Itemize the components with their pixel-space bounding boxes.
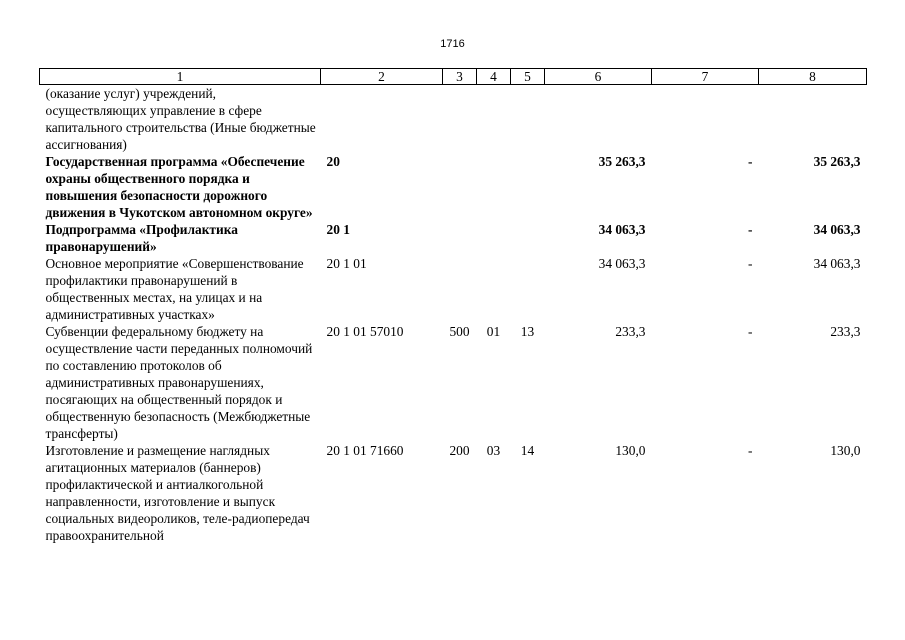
row-rz-cell [477,221,511,255]
table-row [40,255,867,323]
column-number-row [40,69,867,85]
row-total-cell: 233,3 [830,324,861,339]
row-rz-cell [477,153,511,221]
column-header: 4 [477,69,511,85]
row-vr-cell [443,221,477,255]
table-row [40,442,867,544]
row-change-cell: - [748,256,753,271]
row-change-cell: - [748,154,753,169]
column-header: 8 [759,69,867,85]
column-header: 1 [40,69,321,85]
column-header: 2 [321,69,443,85]
row-pr-cell: 13 [520,324,535,339]
row-rz-cell [477,85,511,154]
row-amount-cell: 34 063,3 [598,222,646,237]
row-pr-cell [511,85,545,154]
row-rz-cell: 01 [486,324,501,339]
column-header: 7 [652,69,759,85]
row-total-cell: 34 063,3 [813,256,861,271]
row-total-cell: 130,0 [830,443,861,458]
page-number: 1716 [440,38,465,50]
row-vr-cell [443,153,477,221]
table-row [40,153,867,221]
row-total-cell: 34 063,3 [813,222,861,237]
row-amount-cell: 233,3 [615,324,646,339]
table-row [40,221,867,255]
row-pr-cell [511,255,545,323]
row-amount-cell: 34 063,3 [598,256,646,271]
row-code-cell: 20 [326,154,340,169]
row-pr-cell [511,221,545,255]
row-code-cell: 20 1 01 57010 [326,324,404,339]
row-name-cell: (оказание услуг) учреждений, осуществляющих управление в сфере капитального строительства (Иные бюджетные ассигнования) [45,86,316,152]
row-pr-cell [511,153,545,221]
row-pr-cell: 14 [520,443,535,458]
row-code-cell: 20 1 01 71660 [326,443,404,458]
row-vr-cell [443,85,477,154]
row-name-cell: Изготовление и размещение наглядных агитационных материалов (баннеров) профилактической и антиалкогольной направленности, изготовление и выпуск социальных видеороликов, теле-радиопередач правоохранительной [45,443,310,543]
row-total-cell: 35 263,3 [813,154,861,169]
row-rz-cell [477,255,511,323]
row-name-cell: Государственная программа «Обеспечение охраны общественного порядка и повышения безопасности дорожного движения в Чукотском автономном округе» [45,154,313,220]
row-name-cell: Субвенции федеральному бюджету на осуществление части переданных полномочий по составлению протоколов об административных правонарушениях, посягающих на общественный порядок и общественную безопасность (Межбюджетные трансферты) [45,324,313,441]
row-change-cell: - [748,324,753,339]
column-header: 3 [443,69,477,85]
column-header: 5 [511,69,545,85]
row-name-cell: Основное мероприятие «Совершенствование профилактики правонарушений в общественных местах, на улицах и на административных участках» [45,256,304,322]
row-vr-cell: 500 [449,324,470,339]
row-total-cell [759,85,867,154]
row-code-cell: 20 1 01 [326,256,367,271]
row-code-cell [321,85,443,154]
row-change-cell: - [748,443,753,458]
row-rz-cell: 03 [486,443,501,458]
row-vr-cell: 200 [449,443,470,458]
row-name-cell: Подпрограмма «Профилактика правонарушений» [45,222,238,254]
column-header: 6 [545,69,652,85]
row-code-cell: 20 1 [326,222,350,237]
row-vr-cell [443,255,477,323]
table-row [40,323,867,442]
row-amount-cell [545,85,652,154]
budget-table [39,68,867,544]
row-change-cell [652,85,759,154]
table-row [40,85,867,154]
row-change-cell: - [748,222,753,237]
row-amount-cell: 35 263,3 [598,154,646,169]
row-amount-cell: 130,0 [615,443,646,458]
